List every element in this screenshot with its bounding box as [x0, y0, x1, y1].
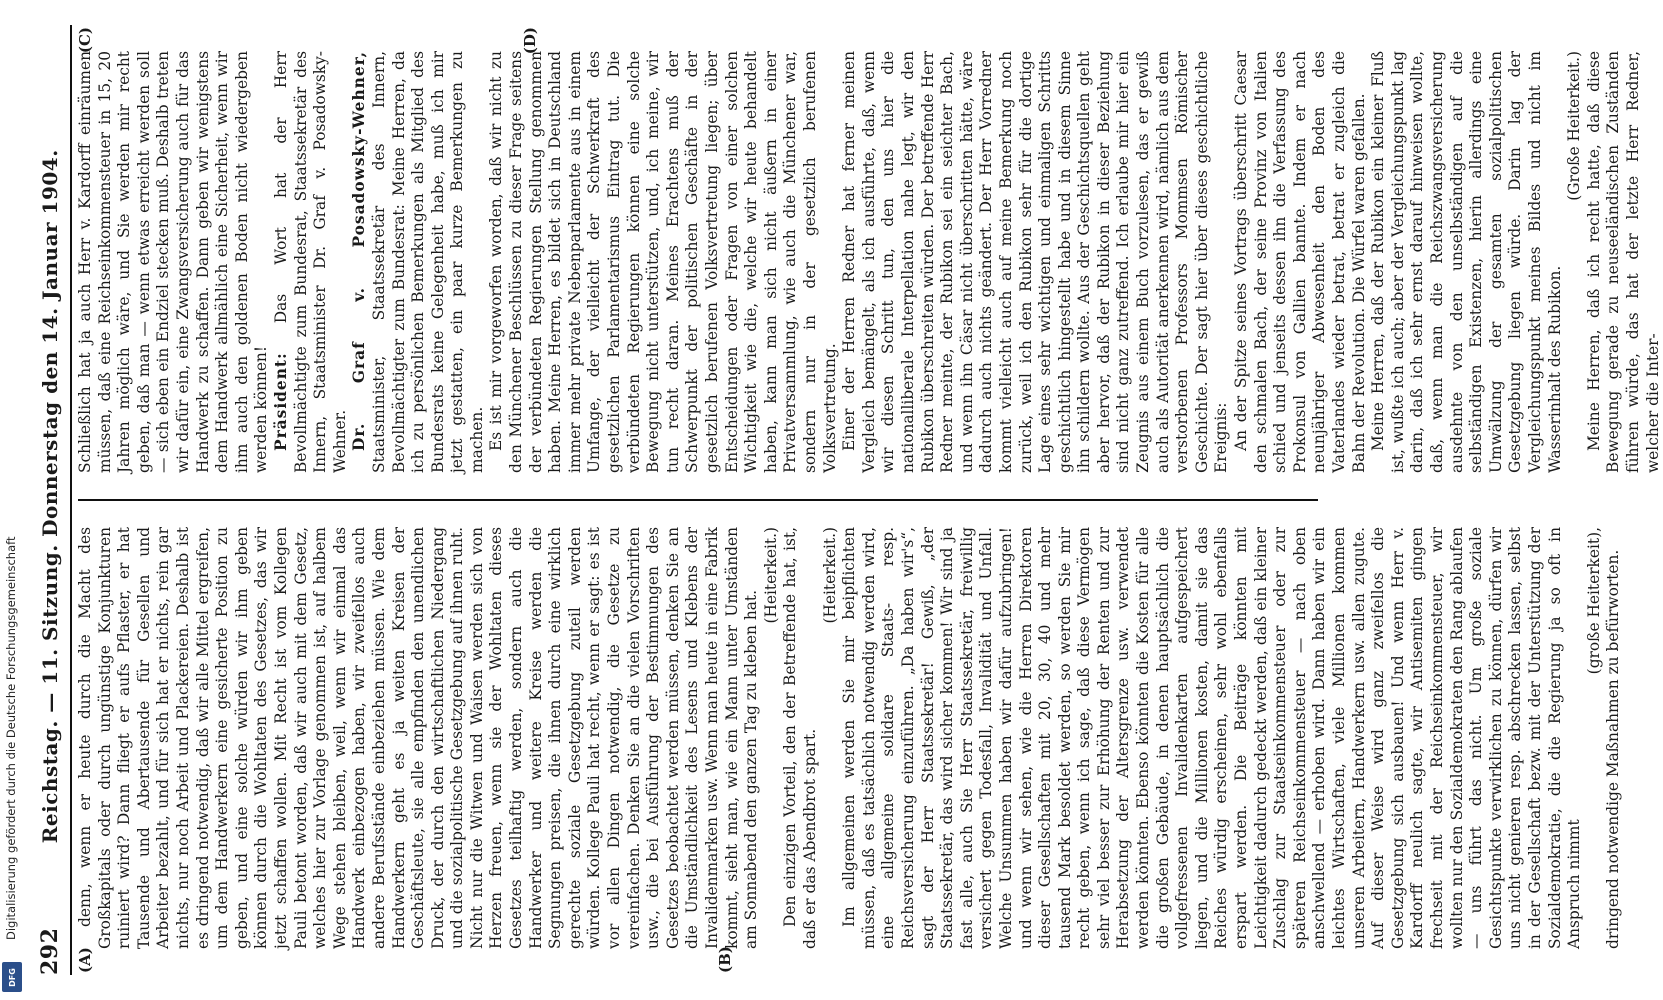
page-header: [30, 25, 72, 975]
right-column: [76, 25, 1662, 499]
paragraph: dringend notwendige Maßnahmen zu befürworten.: [1604, 549, 1623, 949]
paragraph: Im allgemeinen werden Sie mir beipflichten müssen, daß es tatsächlich notwendig werden wird, eine allgemeine solidare Staats- resp. Reichsversicherung einzuführen. „Da haben wir's“, sagt der Herr Staatssekretär! Gewiß, „der Staatssekretär, das wird sicher kommen! Wir sind ja fast alle, auch Sie Herr Staatssekretär, freiwillig versichert gegen Todesfall, Invalidität und Unfall. Welche Unsummen haben wir dafür aufzubringen! und wenn wir sehen, wie die Herren Direktoren dieser Gesellschaften mit 20, 30, 40 und mehr tausend Mark besoldet werden, so werden Sie mir recht geben, wenn ich sage, daß diese Vermögen sehr viel besser zur Erhöhung der Renten und zur Herabsetzung der Altersgrenze usw. verwendet werden könnten. Ebenso könnten die Kosten für alle die großen Gebäude, in denen hauptsächlich die vollgefressenen Invalidenkarten aufgespeichert liegen, und die Millionen kosten, damit sie das Reiches würdig erscheinen, sehr wohl ebenfalls erspart werden. Die Beiträge könnten mit Leichtigkeit dadurch gedeckt werden, daß ein kleiner Zuschlag zur Staatseinkommensteuer oder zur späteren Reichseinkommensteuer — nach oben anschwellend — erhoben wird. Dann haben wir ein leichtes Wirtschaften, viele Millionen kommen unseren Arbeitern, Handwerkern usw. allen zugute. Auf dieser Weise wird ganz zweifellos die Gesetzgebung sich ausbauen! Und wenn Herr v. Kardorff neulich sagte, wir Antisemiten gingen frechseit mit der Reichseinkommensteuer, wir wollten nur den Sozialdemokraten den Rang ablaufen — uns führt das nicht. Um große soziale Gesichtspunkte verwirklichen zu können, dürfen wir uns nicht genieren resp. abschrecken lassen, selbst in der Gesellschaft bezw. mit der Unterstützung der Sozialdemokratie, die die Regierung ja so oft in Anspruch nimmt: [840, 527, 1584, 949]
margin-marker-c: (C): [76, 27, 94, 54]
page-title: Reichstag. — 11. Sitzung. Donnerstag den 14. Januar 1904.: [38, 149, 62, 844]
interjection: (große Heiterkeit),: [1584, 527, 1603, 675]
dfg-logo-icon: DFG: [2, 962, 22, 992]
speaker-paragraph: [350, 51, 487, 473]
interjection: (Große Heiterkeit.): [1565, 51, 1584, 201]
page-number: 292: [37, 927, 63, 975]
paragraph: Meine Herren, daß ich recht hatte, daß diese Bewegung gerade zu neuseeländischen Zuständen führen würde, das hat der letzte Herr Redner, welcher die Inter-: [1584, 51, 1662, 473]
speaker-text: Staatsminister, Staatssekretär des Innern, Bevollmächtigter zum Bundesrat: Meine Herren, da ich zu persönlichen Bemerkungen als Mitglied des Bundesrats keine Gelegenheit habe, muß ich mir jetzt gestatten, ein paar kurze Bemerkungen zu machen.: [369, 51, 486, 473]
left-column: [76, 501, 1623, 975]
text-columns: [76, 25, 1662, 975]
quotation: An der Spitze seines Vortrags überschritt Caesar den schmalen Bach, der seine Provinz von Italien schied und jenseits dessen ihn die Verfassung des Prokonsul von Gallien bannte. Indem er nach neunjähriger Abwesenheit den Boden des Vaterlandes wieder betrat, betrat er zugleich die Bahn der Revolution. Die Würfel waren gefallen.: [1232, 51, 1368, 473]
paragraph: Den einzigen Vorteil, den der Betreffende hat, ist, daß er das Abendbrot spart.: [781, 527, 819, 949]
digitization-credit: [4, 80, 20, 940]
speaker-paragraph: [272, 51, 350, 473]
speaker-name: Dr. Graf v. Posadowsky-Wehner,: [350, 51, 369, 451]
interjection: (Heiterkeit.): [820, 527, 839, 624]
paragraph: Meine Herren, daß der Rubikon ein kleiner Fluß ist, wußte ich auch; aber der Vergleichungspunkt lag darin, daß ich sehr ernst darauf hinweisen wollte, daß, wenn man die Reichszwangsversicherung ausdehnte von den unselbständigen auf die selbständigen Existenzen, hierin allerdings eine Umwälzung der gesamten sozialpolitischen Gesetzgebung liegen würde. Darin lag der Vergleichungspunkt meines Bildes und nicht im Wasserinhalt des Rubikon.: [1369, 51, 1564, 473]
margin-marker-a: (A): [76, 947, 94, 973]
speaker-label: Präsident:: [271, 352, 290, 451]
speaker-text: Das Wort hat der Herr Bevollmächtigte zum Bundesrat, Staatssekretär des Innern, Staatsminister Dr. Graf v. Posadowsky-Wehner.: [271, 51, 349, 473]
paragraph: Es ist mir vorgeworfen worden, daß wir nicht zu den Münchener Beschlüssen zu dieser Frage seitens der verbündeten Regierungen Stellung genommen haben. Meine Herren, es bildet sich in Deutschland immer mehr private Nebenparlamente aus in einem Umfange, der vielleicht der Schwerkraft des gesetzlichen Parlamentarismus Eintrag tut. Die verbündeten Regierungen können eine solche Bewegung nicht unterstützen, und, ich meine, wir tun recht daran. Meines Erachtens muß der Schwerpunkt der politischen Geschäfte in der gesetzlich berufenen Volksvertretung liegen; über Entscheidungen oder Fragen von einer solchen Wichtigkeit wie die, welche wir heute behandelt haben, kann man sich nicht äußern in einer Privatversammlung, wie auch die Münchener war, sondern nur in der gesetzlich berufenen Volksvertretung.: [487, 51, 839, 473]
rotated-page-content: [30, 5, 1662, 995]
margin-marker-b: (B): [716, 946, 734, 973]
paragraph: denn, wenn er heute durch die Macht des Großkapitals oder durch ungünstige Konjunkturen ruiniert wird? Dann fliegt er aufs Pflaster, er hat Tausende und Abertausende für Gesellen und Arbeiter bezahlt, und für sich hat er nichts, rein gar nichts, nur noch Arbeit und Plackereien. Deshalb ist es dringend notwendig, daß wir alle Mittel ergreifen, um dem Handwerkern eine gesicherte Position zu geben, und eine solche würden wir ihm geben können durch die Wohltaten des Gesetzes, das wir jetzt schaffen wollen. Mit Recht ist vom Kollegen Pauli betont worden, daß wir auch mit dem Gesetz, welches hier zur Vorlage genommen ist, auf halbem Wege stehen bleiben, weil, wenn wir einmal das Handwerk einbezogen haben, wir zweifellos auch andere Berufsstände einbeziehen müssen. Wie dem Handwerkern geht es ja weiten Kreisen der Geschäftsleute, sie alle empfinden den unendlichen Druck, der durch den wirtschaftlichen Niedergang und die sozialpolitische Gesetzgebung auf ihnen ruht. Nicht nur die Witwen und Waisen werden sich von Herzen freuen, wenn sie der Wohltaten dieses Gesetzes teilhaftig werden, sondern auch die Handwerker und weitere Kreise werden die Segnungen preisen, die ihnen durch eine wirklich gerechte soziale Gesetzgebung zuteil werden würden. Kollege Pauli hat recht, wenn er sagt: es ist vor allen Dingen notwendig, die Gesetze zu vereinfachen. Denken Sie an die vielen Vorschriften usw., die bei Ausführung der Bestimmungen des Gesetzes beobachtet werden müssen, denken Sie an die Umständlichkeit des Lesens und Klebens der Invalidenmarken usw. Wenn man heute in eine Fabrik kommt, sieht man, wie ein Mann unter Umständen am Sonnabend den ganzen Tag zu kleben hat.: [76, 527, 761, 949]
paragraph: Einer der Herren Redner hat ferner meinen Vergleich bemängelt, als ich ausführte, daß, wenn wir diesen Schritt tun, den uns hier die nationalliberale Interpellation nahe legt, wir den Rubikon überschreiten würden. Der betreffende Herr Redner meinte, der Rubikon sei ein seichter Bach, und wenn ihn Cäsar nicht überschritten hätte, wäre dadurch auch nichts geändert. Der Herr Vorredner kommt vielleicht auch auf meine Bemerkung noch zurück, weil ich den Rubikon sehr für die dortige Lage eines sehr wichtigen und einmaligen Schritts geschichtlich hingestellt habe und in diesem Sinne ihn schildern wollte. Aus der Geschichtsquellen geht aber hervor, daß der Rubikon in dieser Beziehung sind nicht ganz zutreffend. Ich erlaube mir hier ein Zeugnis aus einem Buch vorzulesen, das er gewiß auch als Autorität anerkennen wird, nämlich aus dem verstorbenen Professors Mommsen Römischer Geschichte. Der sagt hier über dieses geschichtliche Ereignis:: [840, 51, 1231, 473]
paragraph: Schließlich hat ja auch Herr v. Kardorff einräumen müssen, daß eine Reichseinkommensteuer in 15, 20 Jahren möglich wäre, und Sie werden mir recht geben, daß man — wenn etwas erreicht werden soll — sich eben ein Endziel stecken muß. Deshalb treten wir dafür ein, eine Zwangsversicherung auch für das Handwerk zu schaffen. Dann geben wir wenigstens dem Handwerk allmählich eine Sicherheit, wenn wir ihm auch den goldenen Boden nicht wiedergeben werden können!: [76, 51, 271, 473]
interjection: (Heiterkeit.): [761, 527, 780, 624]
credit-text: Digitalisierung gefördert durch die Deutsche Forschungsgemeinschaft: [4, 536, 18, 940]
margin-marker-d: (D): [521, 27, 539, 55]
